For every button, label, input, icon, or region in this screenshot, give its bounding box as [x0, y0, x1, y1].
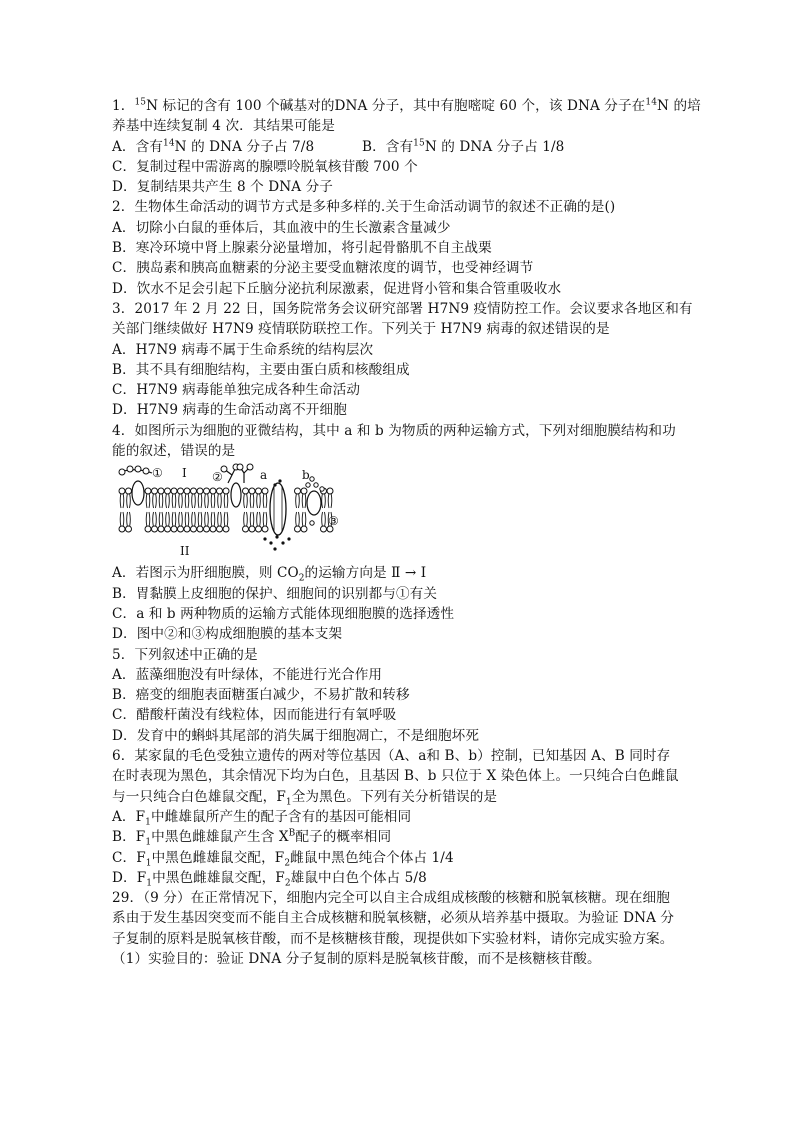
q5-option-c: C．醋酸杆菌没有线粒体，因而能进行有氧呼吸 — [112, 707, 397, 724]
lipid-tail — [179, 512, 183, 526]
lipid-head — [119, 488, 125, 494]
lipid-head — [197, 488, 203, 494]
q6-stem-line1: 6．某家鼠的毛色受独立遗传的两对等位基因（A、a和 B、b）控制，已知基因 A、B 同时存 — [112, 748, 671, 765]
q29-line1: 29．（9 分）在正常情况下，细胞内完全可以自主合成组成核酸的核糖和脱氧核糖。现在细胞 — [112, 890, 670, 907]
lipid-head — [178, 526, 184, 532]
lipid-head — [243, 526, 249, 532]
lipid-tail — [205, 494, 209, 508]
lipid-tail — [198, 494, 202, 508]
lipid-head — [158, 488, 164, 494]
label-b: b — [302, 468, 310, 483]
lipid-head — [295, 526, 301, 532]
lipid-tail — [263, 494, 267, 508]
q3-stem-line1: 3．2017 年 2 月 22 日，国务院常务会议研究部署 H7N9 疫情防控工作。会议要求各地区和有 — [112, 300, 693, 317]
label-a: a — [260, 468, 268, 483]
lipid-tail — [153, 512, 157, 526]
lipid-tail — [185, 494, 189, 508]
q1-option-d: D．复制结果共产生 8 个 DNA 分子 — [112, 179, 333, 196]
lipid-tail — [120, 494, 124, 508]
lipid-head — [249, 488, 255, 494]
label-side-I: I — [182, 466, 187, 481]
q6-option-b: B．$F_1$中黑色雌雄鼠产生含 $X^B$配子的概率相同 — [112, 828, 392, 848]
lipid-head — [184, 488, 190, 494]
q1-option-b: B．含有$^{15}$N 的 DNA 分子占 1/8 — [362, 138, 565, 155]
lipid-tail — [257, 494, 261, 508]
q3-stem-line2: 关部门继续做好 H7N9 疫情联防联控工作。下列关于 H7N9 病毒的叙述错误的是 — [112, 321, 610, 338]
lipid-tail — [263, 512, 267, 526]
lipid-tail — [179, 494, 183, 508]
lipid-head — [256, 488, 262, 494]
lipid-tail — [127, 512, 131, 526]
lipid-tail — [211, 512, 215, 526]
lipid-tail — [205, 512, 209, 526]
lipid-head — [178, 488, 184, 494]
lipid-tail — [172, 512, 176, 526]
carrier-protein — [307, 491, 321, 515]
q1-option-a: A．含有$^{14}$N 的 DNA 分子占 7/8 — [112, 138, 315, 155]
lipid-tail — [250, 512, 254, 526]
lipid-tail — [218, 494, 222, 508]
lipid-head — [217, 488, 223, 494]
lipid-head — [262, 526, 268, 532]
lipid-head — [126, 488, 132, 494]
lipid-tail — [218, 512, 222, 526]
lipid-tail — [302, 494, 306, 508]
q4-option-d: D．图中②和③构成细胞膜的基本支架 — [112, 626, 343, 643]
q5-option-b: B．癌变的细胞表面糖蛋白减少，不易扩散和转移 — [112, 687, 410, 704]
q5-option-a: A．蓝藻细胞没有叶绿体，不能进行光合作用 — [112, 666, 383, 683]
q29-line2: 系由于发生基因突变而不能自主合成核糖和脱氧核糖，必须从培养基中摄取。为验证 DNA 分 — [112, 910, 675, 927]
lipid-head — [126, 526, 132, 532]
q1-stem-line2: 养基中连续复制 4 次．其结果可能是 — [112, 118, 335, 135]
lipid-tail — [322, 494, 326, 508]
lipid-tail — [224, 512, 228, 526]
label-3: ③ — [328, 514, 339, 529]
lipid-head — [256, 526, 262, 532]
lipid-tail — [244, 512, 248, 526]
lipid-head — [301, 488, 307, 494]
lipid-tail — [192, 512, 196, 526]
lipid-tail — [185, 512, 189, 526]
lipid-head — [327, 488, 333, 494]
q2-option-d: D．饮水不足会引起下丘脑分泌抗利尿激素，促进肾小管和集合管重吸收水 — [112, 280, 562, 297]
membrane-diagram — [116, 463, 346, 559]
q5-option-d: D．发育中的蝌蚪其尾部的消失属于细胞凋亡，不是细胞坏死 — [112, 727, 480, 744]
q4-option-b: B．胃黏膜上皮细胞的保护、细胞间的识别都与①有关 — [112, 585, 438, 602]
lipid-tail — [224, 494, 228, 508]
lipid-head — [191, 488, 197, 494]
lipid-head — [295, 488, 301, 494]
lipid-head — [152, 488, 158, 494]
lipid-head — [171, 526, 177, 532]
lipid-tail — [159, 494, 163, 508]
q6-option-a: A．$F_1$中雌雄鼠所产生的配子含有的基因可能相同 — [112, 808, 412, 828]
lipid-tail — [166, 512, 170, 526]
lipid-head — [191, 526, 197, 532]
lipid-head — [223, 488, 229, 494]
q2-stem: 2．生物体生命活动的调节方式是多种多样的.关于生命活动调节的叙述不正确的是() — [112, 199, 616, 216]
lipid-tail — [146, 494, 150, 508]
lipid-head — [217, 526, 223, 532]
q29-line4: （1）实验目的：验证 DNA 分子复制的原料是脱氧核苷酸，而不是核糖核苷酸。 — [112, 950, 601, 967]
lipid-head — [171, 488, 177, 494]
phospholipid-bilayer — [119, 488, 333, 532]
lipid-tail — [172, 494, 176, 508]
protein-1 — [132, 481, 144, 505]
lipid-head — [321, 526, 327, 532]
q1-options-ab — [112, 137, 692, 157]
exam-page — [112, 96, 701, 969]
lipid-tail — [302, 512, 306, 526]
q4-option-a: A．若图示为肝细胞膜，则 $CO_2$的运输方向是 Ⅱ → I — [112, 565, 427, 585]
q3-option-a: A．H7N9 病毒不属于生命系统的结构层次 — [112, 341, 374, 358]
lipid-tail — [127, 494, 131, 508]
lipid-tail — [244, 494, 248, 508]
label-side-II: II — [180, 544, 190, 559]
lipid-head — [184, 526, 190, 532]
q6-option-d: D．$F_1$中黑色雌雄鼠交配，$F_2$雄鼠中白色个体占 5/8 — [112, 869, 427, 889]
q1-stem-line1: 1．$^{15}$N 标记的含有 100 个碱基对的DNA 分子，其中有胞嘧啶 60 个，该 DNA 分子在$^{14}$N 的培 — [112, 97, 701, 114]
q29-line3: 子复制的原料是脱氧核苷酸，而不是核糖核苷酸，现提供如下实验材料，请你完成实验方案。 — [112, 930, 674, 947]
lipid-head — [165, 488, 171, 494]
lipid-head — [243, 488, 249, 494]
channel-protein — [270, 483, 286, 535]
lipid-tail — [120, 512, 124, 526]
lipid-head — [210, 488, 216, 494]
lipid-tail — [153, 494, 157, 508]
lipid-head — [145, 526, 151, 532]
lipid-tail — [192, 494, 196, 508]
q5-stem: 5．下列叙述中正确的是 — [112, 646, 258, 663]
lipid-head — [197, 526, 203, 532]
lipid-head — [249, 526, 255, 532]
lipid-tail — [146, 512, 150, 526]
lipid-tail — [198, 512, 202, 526]
lipid-tail — [322, 512, 326, 526]
lipid-head — [204, 488, 210, 494]
lipid-head — [152, 526, 158, 532]
lipid-head — [210, 526, 216, 532]
q3-option-d: D．H7N9 病毒的生命活动离不开细胞 — [112, 402, 347, 419]
lipid-head — [145, 488, 151, 494]
q3-option-c: C．H7N9 病毒能单独完成各种生命活动 — [112, 382, 361, 399]
q6-stem-line2: 在时表现为黑色，其余情况下均为白色，且基因 B、b 只位于 X 染色体上。一只纯合白色雌鼠 — [112, 768, 679, 785]
lipid-tail — [211, 494, 215, 508]
lipid-tail — [250, 494, 254, 508]
label-1: ① — [152, 466, 163, 481]
label-2: ② — [212, 470, 223, 485]
lipid-head — [119, 526, 125, 532]
cell-membrane-figure — [112, 463, 692, 559]
lipid-tail — [328, 494, 332, 508]
q3-option-b: B．其不具有细胞结构，主要由蛋白质和核酸组成 — [112, 361, 410, 378]
lipid-head — [204, 526, 210, 532]
q2-option-b: B．寒冷环境中肾上腺素分泌量增加，将引起骨骼肌不自主战栗 — [112, 240, 492, 257]
protein-2 — [231, 483, 241, 507]
lipid-head — [262, 488, 268, 494]
lipid-head — [165, 526, 171, 532]
q6-stem-line3: 与一只纯合白色雄鼠交配，$F_1$全为黑色。下列有关分析错误的是 — [112, 788, 498, 808]
lipid-tail — [296, 494, 300, 508]
q2-option-c: C．胰岛素和胰高血糖素的分泌主要受血糖浓度的调节，也受神经调节 — [112, 260, 534, 277]
lipid-tail — [166, 494, 170, 508]
lipid-tail — [159, 512, 163, 526]
q2-option-a: A．切除小白鼠的垂体后，其血液中的生长激素含量减少 — [112, 219, 451, 236]
q6-option-c: C．$F_1$中黑色雌雄鼠交配，$F_2$雌鼠中黑色纯合个体占 1/4 — [112, 849, 454, 869]
lipid-head — [223, 526, 229, 532]
q4-stem-line2: 能的叙述，错误的是 — [112, 443, 236, 460]
q1-option-c: C．复制过程中需游离的腺嘌呤脱氧核苷酸 700 个 — [112, 158, 418, 175]
q4-stem-line1: 4．如图所示为细胞的亚微结构，其中 a 和 b 为物质的两种运输方式，下列对细胞膜结构和功 — [112, 422, 676, 439]
lipid-tail — [296, 512, 300, 526]
lipid-head — [301, 526, 307, 532]
q4-option-c: C．a 和 b 两种物质的运输方式能体现细胞膜的选择透性 — [112, 605, 455, 622]
lipid-head — [158, 526, 164, 532]
lipid-tail — [257, 512, 261, 526]
